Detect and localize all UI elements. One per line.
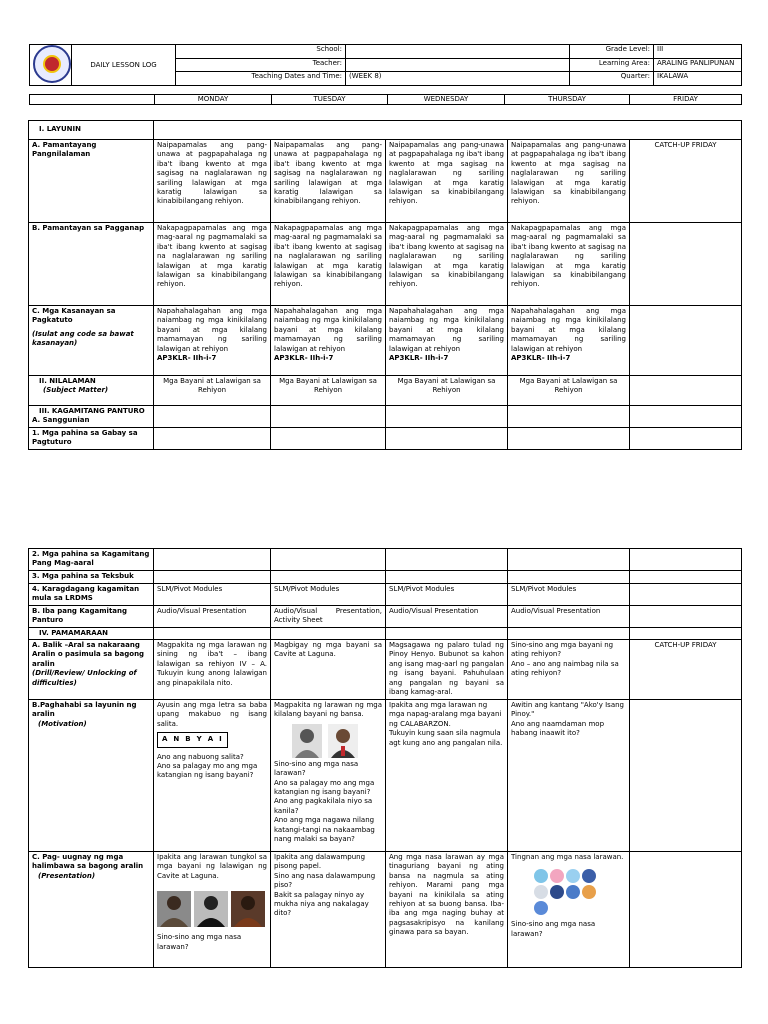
row-b-monday: Nakapagpapamalas ang mga mag-aaral ng pagmamalaki sa iba't ibang kwento at sagisag na naglalarawan ng sariling lalawigan at mga karatig lalawigan sa kinabibilangang rehiyon. [154, 223, 271, 306]
pagha-note: (Motivation) [38, 719, 87, 728]
area-value: ARALING PANLIPUNAN [654, 58, 742, 72]
pag-wednesday: Ang mga nasa larawan ay mga tinaguriang bayani ng ating bansa na nagmula sa ating rehiyon. Marami pang mga bayani na kinikilala sa ating rehiyon at sa buong bansa. Iba-iba ang mga naging buhay at pagsasakripisyo na kanilang ginawa para sa bayan. [386, 852, 508, 968]
section-pamamaraan: IV. PAMAMARAAN [29, 627, 154, 639]
gabay-wednesday [386, 428, 508, 450]
iba-monday: Audio/Visual Presentation [154, 605, 271, 627]
letter-tile: Y [196, 735, 203, 744]
row-a-wednesday: Naipapamalas ang pang-unawa at pagpapahalaga ng iba't ibang kwento at mga sagisag na naglalarawan ng sariling lalawigan at mga karatig lalawigan sa kinabibilangang rehiyon. [386, 140, 508, 223]
pag-monday-question: Sino-sino ang mga nasa larawan? [157, 933, 242, 951]
teksbuk-thursday [508, 570, 630, 583]
row-c-label: C. Mga Kasanayan sa Pagkatuto [32, 307, 116, 325]
lrdms-wednesday: SLM/Pivot Modules [386, 583, 508, 605]
kagamitang-tuesday [271, 549, 386, 571]
subject-matter-note: (Subject Matter) [43, 386, 109, 395]
section-kagamitan: III. KAGAMITANG PANTURO [39, 407, 145, 415]
lrdms-thursday: SLM/Pivot Modules [508, 583, 630, 605]
dates-value: (WEEK 8) [346, 72, 570, 86]
nilalaman-tuesday: Mga Bayani at Lalawigan sa Rehiyon [271, 376, 386, 406]
person-cartoon-icon [582, 885, 596, 899]
school-value [346, 45, 570, 59]
person-cartoon-icon [534, 869, 548, 883]
doc-title: DAILY LESSON LOG [72, 45, 176, 86]
section-layunin: I. LAYUNIN [29, 121, 154, 140]
nilalaman-wednesday: Mga Bayani at Lalawigan sa Rehiyon [386, 376, 508, 406]
kagamitan-wednesday [386, 406, 508, 428]
pag-thursday [508, 852, 630, 968]
pag-monday-instructions: Ipakita ang larawan tungkol sa mga bayani ng lalawigan ng Cavite at Laguna. [157, 853, 267, 880]
row-b-friday [630, 223, 742, 306]
row-c-monday-code: AP3KLR- IIh-i-7 [157, 354, 217, 363]
hero-portrait-image [157, 891, 191, 927]
lesson-table-page1 [28, 120, 742, 450]
balik-tuesday: Magbigay ng mga bayani sa Cavite at Laguna. [271, 640, 386, 700]
row-b-wednesday: Nakapagpapamalas ang mga mag-aaral ng pagmamalaki sa iba't ibang kwento at sagisag na naglalarawan ng sariling lalawigan at mga karatig lalawigan sa kinabibilangang rehiyon. [386, 223, 508, 306]
letter-tile: A [207, 735, 215, 744]
days-blank [30, 95, 155, 105]
hero-portrait-image [231, 891, 265, 927]
row-c-wednesday-code: AP3KLR- IIh-i-7 [389, 354, 449, 363]
hero-portrait-image [328, 724, 358, 758]
row-c-thursday-code: AP3KLR- IIh-i-7 [511, 354, 571, 363]
quarter-label: Quarter: [570, 72, 654, 86]
pamamaraan-monday [154, 627, 271, 639]
teksbuk-wednesday [386, 570, 508, 583]
kagamitan-friday [630, 406, 742, 428]
person-cartoon-icon [550, 885, 564, 899]
lrdms-monday: SLM/Pivot Modules [154, 583, 271, 605]
pagha-thursday: Awitin ang kantang "Ako'y Isang Pinoy." Ano ang naamdaman mop habang inaawit ito? [508, 700, 630, 852]
row-c-tuesday-text: Napahahalagahan ang mga naiambag ng mga kinikilalang bayani at mga kilalang mamamayan ng sariling lalawigan at rehiyon [274, 307, 382, 353]
letter-tile: A [162, 735, 169, 744]
gabay-friday [630, 428, 742, 450]
pag-monday [154, 852, 271, 968]
balik-friday: CATCH-UP FRIDAY [630, 640, 742, 700]
row-c-monday [154, 306, 271, 376]
balik-thursday: Sino-sino ang mga bayani ng ating rehiyon? Ano – ano ang naimbag nila sa ating rehiyon? [508, 640, 630, 700]
row-b-thursday: Nakapagpapamalas ang mga mag-aaral ng pagmamalaki sa iba't ibang kwento at sagisag na naglalarawan ng sariling lalawigan at mga karatig lalawigan sa kinabibilangang rehiyon. [508, 223, 630, 306]
cavite-laguna-heroes-photos [157, 891, 267, 927]
row-c-friday [630, 306, 742, 376]
header-table [29, 44, 742, 86]
gabay-label: 1. Mga pahina sa Gabay sa Pagtuturo [29, 428, 154, 450]
pagha-tuesday [271, 700, 386, 852]
pagha-monday-questions: Ano ang nabuong salita? Ano sa palagay mo ang mga katangian ng isang bayani? [157, 752, 258, 780]
kagamitan-thursday [508, 406, 630, 428]
row-c-note: (Isulat ang code sa bawat kasanayan) [32, 329, 134, 348]
kagamitan-tuesday [271, 406, 386, 428]
row-a-friday: CATCH-UP FRIDAY [630, 140, 742, 223]
pamamaraan-tuesday [271, 627, 386, 639]
hero-portrait-image [292, 724, 322, 758]
pagha-monday-instructions: Ayusin ang mga letra sa baba upang makabuo ng isang salita. [157, 701, 267, 728]
day-thursday: THURSDAY [505, 95, 630, 105]
row-b-label: B. Pamantayan sa Pagganap [29, 223, 154, 306]
person-cartoon-icon [582, 869, 596, 883]
nilalaman-thursday: Mga Bayani at Lalawigan sa Rehiyon [508, 376, 630, 406]
days-row [29, 94, 742, 105]
pamamaraan-thursday [508, 627, 630, 639]
heroes-photos [292, 724, 382, 758]
row-c-thursday-text: Napahahalagahan ang mga naiambag ng mga kinikilalang bayani at mga kilalang mamamayan ng sariling lalawigan at rehiyon [511, 307, 626, 353]
person-cartoon-icon [534, 885, 548, 899]
balik-monday: Magpakita ng mga larawan ng sining ng iba't – ibang lalawigan sa rehiyon IV – A. Tukuyin kung anong lalawigan ang pinapakilala nito. [154, 640, 271, 700]
deped-seal-logo [33, 45, 71, 83]
letter-tile: N [173, 735, 181, 744]
grade-value: III [654, 45, 742, 59]
nilalaman-cell [29, 376, 154, 406]
letter-tile: B [185, 735, 192, 744]
cartoon-people-images [533, 868, 599, 916]
row-a-tuesday: Naipapamalas ang pang-unawa at pagpapahalaga ng iba't ibang kwento at mga sagisag na naglalarawan ng sariling lalawigan at mga karatig lalawigan sa kinabibilangang rehiyon. [271, 140, 386, 223]
pagha-friday [630, 700, 742, 852]
teacher-value [346, 58, 570, 72]
school-label: School: [176, 45, 346, 59]
pag-friday [630, 852, 742, 968]
gabay-thursday [508, 428, 630, 450]
pagha-tuesday-instructions: Magpakita ng larawan ng mga kilalang bayani ng bansa. [274, 701, 382, 719]
deped-logo-cell [30, 45, 72, 86]
balik-wednesday: Magsagawa ng palaro tulad ng Pinoy Henyo. Bubunot sa kahon ang isang mag-aarl ng pangalan ng isang bayani. Pahuhulaan ang pangalan ng bayani sa ibang kamag-aral. [386, 640, 508, 700]
nilalaman-friday [630, 376, 742, 406]
balik-note: (Drill/Review/ Unlocking of difficulties) [32, 669, 137, 687]
row-c-tuesday [271, 306, 386, 376]
row-a-label: A. Pamantayang Pangnilalaman [29, 140, 154, 223]
kagamitan-cell [29, 406, 154, 428]
iba-label: B. Iba pang Kagamitang Panturo [29, 605, 154, 627]
pag-thursday-question: Sino-sino ang mga nasa larawan? [511, 920, 596, 938]
pag-note: (Presentation) [38, 871, 96, 880]
kagamitang-friday [630, 549, 742, 571]
day-tuesday: TUESDAY [272, 95, 388, 105]
kagamitang-thursday [508, 549, 630, 571]
pag-label: C. Pag- uugnay ng mga halimbawa sa bagong aralin [32, 853, 144, 871]
grade-label: Grade Level: [570, 45, 654, 59]
pagha-label: B.Paghahabi sa layunin ng aralin [32, 701, 137, 719]
teksbuk-friday [630, 570, 742, 583]
lesson-table-page2 [28, 548, 742, 968]
iba-friday [630, 605, 742, 627]
person-cartoon-icon [550, 869, 564, 883]
row-b-tuesday: Nakapagpapamalas ang mga mag-aaral ng pagmamalaki sa iba't ibang kwento at sagisag na naglalarawan ng sariling lalawigan at mga karatig lalawigan sa kinabibilangang rehiyon. [271, 223, 386, 306]
teksbuk-label: 3. Mga pahina sa Teksbuk [29, 570, 154, 583]
row-c-label-cell [29, 306, 154, 376]
lrdms-friday [630, 583, 742, 605]
person-cartoon-icon [534, 901, 548, 915]
kagamitang-monday [154, 549, 271, 571]
kagamitan-monday [154, 406, 271, 428]
pagha-wednesday: Ipakita ang mga larawan ng mga napag-aralang mga bayani ng CALABARZON. Tukuyin kung saan sila nagmula agt kung ano ang pangalan nila. [386, 700, 508, 852]
area-label: Learning Area: [570, 58, 654, 72]
iba-thursday: Audio/Visual Presentation [508, 605, 630, 627]
balik-label-cell [29, 640, 154, 700]
row-a-monday: Naipapamalas ang pang-unawa at pagpapahalaga ng iba't ibang kwento at mga sagisag na naglalarawan ng sariling lalawigan at mga karatig lalawigan sa kinabibilangang rehiyon. [154, 140, 271, 223]
sanggunian-label: A. Sanggunian [32, 416, 90, 425]
balik-label: A. Balik –Aral sa nakaraang Aralin o pasimula sa bagong aralin [32, 641, 145, 668]
row-c-wednesday-text: Napahahalagahan ang mga naiambag ng mga kinikilalang bayani at mga kilalang mamamayan ng sariling lalawigan at rehiyon [389, 307, 504, 353]
teksbuk-tuesday [271, 570, 386, 583]
row-c-monday-text: Napahahalagahan ang mga naiambag ng mga kinikilalang bayani at mga kilalang mamamayan ng sariling lalawigan at rehiyon [157, 307, 267, 353]
dates-label: Teaching Dates and Time: [176, 72, 346, 86]
pamamaraan-wednesday [386, 627, 508, 639]
letter-tile: I [219, 735, 223, 744]
pagha-tuesday-questions: Sino-sino ang mga nasa larawan? Ano sa palagay mo ang mga katangian ng isang bayani? Ano ang pagkakilala niyo sa kanila? Ano ang mga nagawa nilang katangi-tangi na nakaambag nang malaki sa bayan? [274, 759, 375, 844]
teacher-label: Teacher: [176, 58, 346, 72]
kagamitang-label: 2. Mga pahina sa Kagamitang Pang Mag-aaral [29, 549, 154, 571]
iba-tuesday: Audio/Visual Presentation, Activity Sheet [271, 605, 386, 627]
nilalaman-monday: Mga Bayani at Lalawigan sa Rehiyon [154, 376, 271, 406]
iba-wednesday: Audio/Visual Presentation [386, 605, 508, 627]
day-monday: MONDAY [155, 95, 272, 105]
pagha-monday [154, 700, 271, 852]
pag-thursday-instructions: Tingnan ang mga nasa larawan. [511, 853, 624, 862]
gabay-tuesday [271, 428, 386, 450]
row-c-thursday [508, 306, 630, 376]
layunin-blank [154, 121, 742, 140]
day-wednesday: WEDNESDAY [388, 95, 505, 105]
row-c-wednesday [386, 306, 508, 376]
hero-portrait-image [194, 891, 228, 927]
person-cartoon-icon [566, 885, 580, 899]
day-friday: FRIDAY [630, 95, 742, 105]
pamamaraan-friday [630, 627, 742, 639]
pagha-label-cell [29, 700, 154, 852]
row-a-thursday: Naipapamalas ang pang-unawa at pagpapahalaga ng iba't ibang kwento at mga sagisag na naglalarawan ng sariling lalawigan at mga karatig lalawigan sa kinabibilangang rehiyon. [508, 140, 630, 223]
teksbuk-monday [154, 570, 271, 583]
kagamitang-wednesday [386, 549, 508, 571]
person-cartoon-icon [566, 869, 580, 883]
scrambled-letters [157, 732, 228, 747]
lrdms-label: 4. Karagdagang kagamitan mula sa LRDMS [29, 583, 154, 605]
gabay-monday [154, 428, 271, 450]
pag-tuesday: Ipakita ang dalawampung pisong papel. Sino ang nasa dalawampung piso? Bakit sa palagay ninyo ay mukha niya ang nakalagay dito? [271, 852, 386, 968]
pag-label-cell [29, 852, 154, 968]
quarter-value: IKALAWA [654, 72, 742, 86]
lrdms-tuesday: SLM/Pivot Modules [271, 583, 386, 605]
section-nilalaman: II. NILALAMAN [39, 377, 96, 385]
row-c-tuesday-code: AP3KLR- IIh-i-7 [274, 354, 334, 363]
